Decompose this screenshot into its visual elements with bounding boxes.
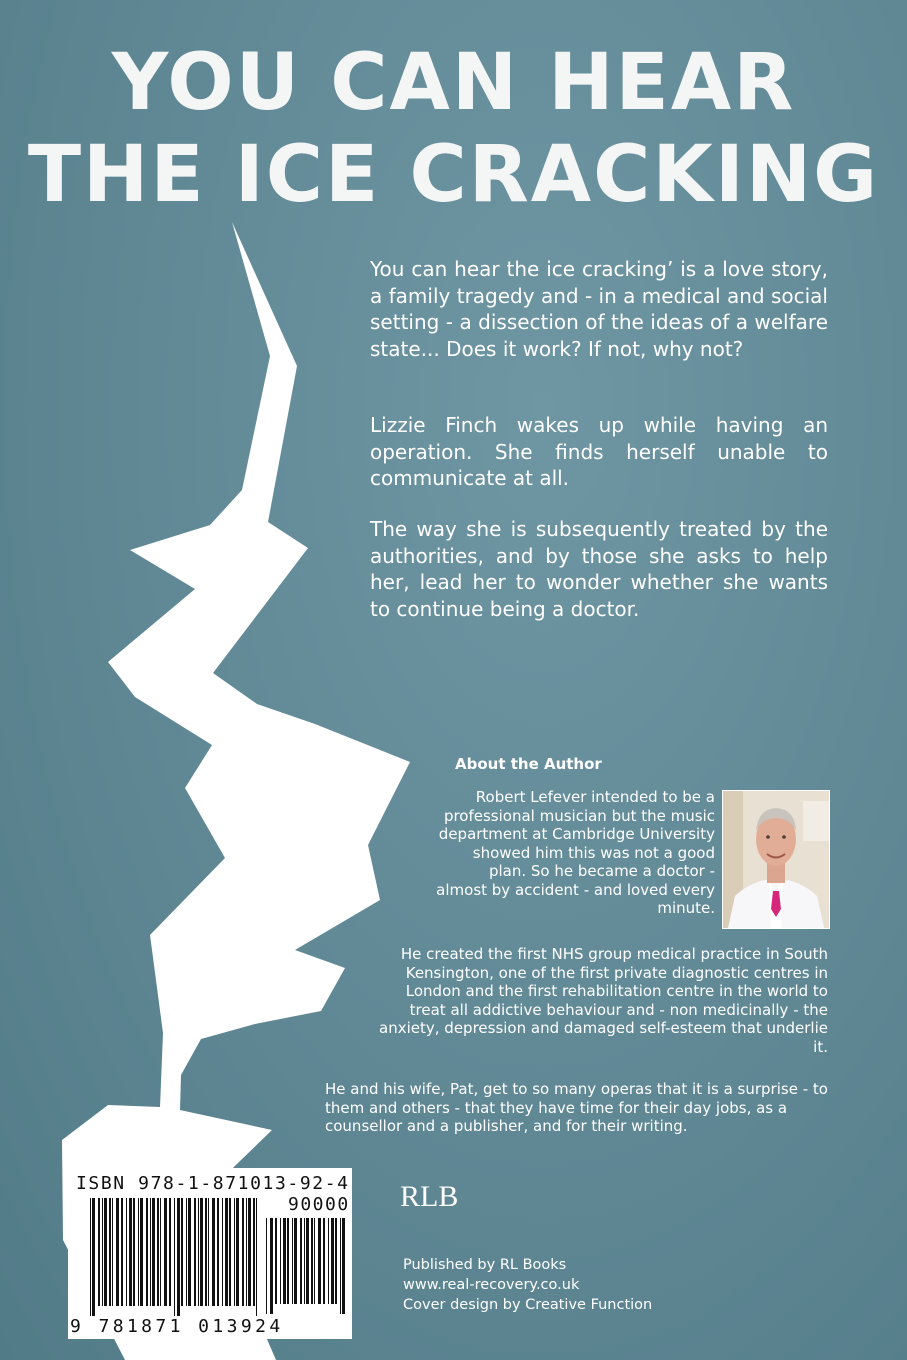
isbn-barcode bbox=[68, 1168, 352, 1339]
author-bio-paragraph-1: Robert Lefever intended to be a professional musician but the music department at Cambridge University showed him this was not a good plan. So he became a doctor - almost by accident - and loved every minute. bbox=[436, 788, 715, 917]
blurb-paragraph-3: The way she is subsequently treated by the authorities, and by those she asks to help her, lead her to wonder whether she wants to continue being a doctor. bbox=[370, 517, 828, 621]
blurb-paragraph-1: You can hear the ice cracking’ is a love story, a family tragedy and - in a medical and social setting - a dissection of the ideas of a welfare state... Does it work? If not, why not? bbox=[370, 257, 828, 361]
isbn-label: ISBN 978-1-871013-92-4 bbox=[76, 1173, 350, 1194]
book-title-line-2: THE ICE CRACKING bbox=[27, 130, 880, 220]
blurb-paragraph-2: Lizzie Finch wakes up while having an operation. She finds herself unable to communicate at all. bbox=[370, 413, 828, 490]
publisher-website: www.real-recovery.co.uk bbox=[403, 1277, 580, 1293]
addon-barcode-bars bbox=[266, 1218, 346, 1314]
cover-design-credit: Cover design by Creative Function bbox=[403, 1297, 653, 1313]
publisher-line: Published by RL Books bbox=[403, 1257, 567, 1273]
ean-number: 9 781871 013924 bbox=[70, 1316, 284, 1337]
about-author-heading: About the Author bbox=[455, 755, 602, 773]
book-title-line-1: YOU CAN HEAR bbox=[111, 38, 796, 128]
publisher-logo: RLB bbox=[400, 1180, 459, 1213]
barcode-bars bbox=[90, 1198, 262, 1316]
author-bio-paragraph-2: He created the first NHS group medical practice in South Kensington, one of the first private diagnostic centres in London and the first rehabilitation centre in the world to treat all addictive behaviour and - non medicinally - the anxiety, depression and damaged self-esteem that underlie it. bbox=[379, 945, 828, 1056]
author-bio-paragraph-3: He and his wife, Pat, get to so many operas that it is a surprise - to them and others - that they have time for their day jobs, as a counsellor and a publisher, and for their writing. bbox=[325, 1080, 828, 1135]
author-photo bbox=[722, 790, 830, 929]
price-addon-number: 90000 bbox=[288, 1194, 350, 1215]
